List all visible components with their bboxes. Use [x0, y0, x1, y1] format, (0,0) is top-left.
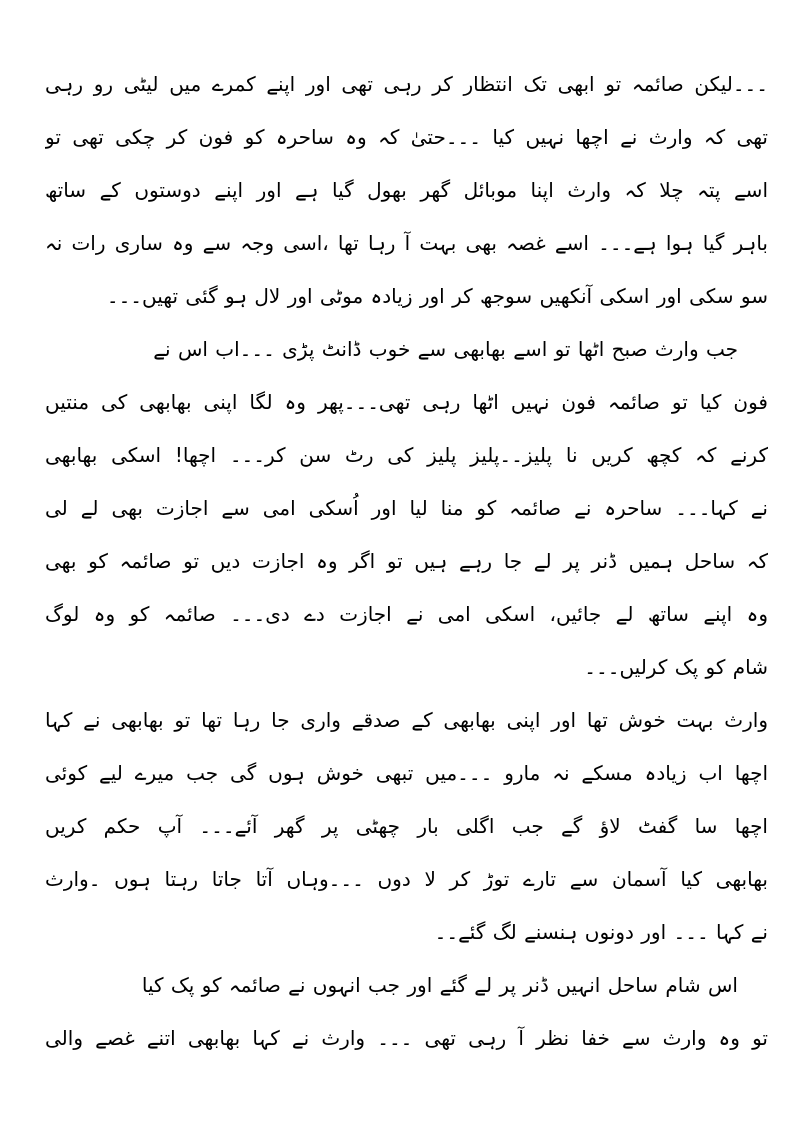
text-line-3: اسے پتہ چلا کہ وارث اپنا موبائل گھر بھول گیا ہے اور اپنے دوستوں کے ساتھ — [45, 178, 768, 202]
text-line-8: کرنے کہ کچھ کریں نا پلیز۔۔پلیز پلیز کی رٹ سن کر۔۔۔ اچھا! اسکی بھابھی — [45, 443, 768, 467]
text-line-12: شام کو پک کرلیں۔۔۔ — [584, 655, 768, 679]
text-line-17: نے کہا ۔۔۔ اور دونوں ہنسنے لگ گئے۔۔ — [434, 920, 768, 944]
text-line-7: فون کیا تو صائمہ فون نہیں اٹھا رہی تھی۔۔۔پھر وہ لگا اپنی بھابھی کی منتیں — [45, 390, 768, 414]
text-line-19: تو وہ وارث سے خفا نظر آ رہی تھی ۔۔۔ وارث نے کہا بھابھی اتنے غصے والی — [45, 1026, 768, 1050]
text-line-4: باہر گیا ہوا ہے۔۔۔ اسے غصہ بھی بہت آ رہا تھا ،اسی وجہ سے وہ ساری رات نہ — [45, 231, 768, 255]
text-line-2: تھی کہ وارث نے اچھا نہیں کیا ۔۔۔حتیٰ کہ وہ ساحرہ کو فون کر چکی تھی تو — [45, 125, 768, 149]
text-line-6: جب وارث صبح اٹھا تو اسے بھابھی سے خوب ڈانٹ پڑی ۔۔۔اب اس نے — [153, 337, 738, 361]
text-line-18: اس شام ساحل انہیں ڈنر پر لے گئے اور جب انہوں نے صائمہ کو پک کیا — [141, 973, 738, 997]
text-line-15: اچھا سا گفٹ لاؤ گے جب اگلی بار چھٹی پر گھر آئے۔۔۔ آپ حکم کریں — [45, 814, 768, 838]
text-line-10: کہ ساحل ہمیں ڈنر پر لے جا رہے ہیں تو اگر وہ اجازت دیں تو صائمہ کو بھی — [45, 549, 768, 573]
text-line-1: ۔۔۔لیکن صائمہ تو ابھی تک انتظار کر رہی تھی اور اپنے کمرے میں لیٹی رو رہی — [45, 72, 768, 96]
text-line-16: بھابھی کیا آسمان سے تارے توڑ کر لا دوں ۔۔۔وہاں آتا جاتا رہتا ہوں ۔وارث — [45, 867, 768, 891]
text-line-5: سو سکی اور اسکی آنکھیں سوجھ کر اور زیادہ موٹی اور لال ہو گئی تھیں۔۔۔ — [106, 284, 768, 308]
text-line-13: وارث بہت خوش تھا اور اپنی بھابھی کے صدقے واری جا رہا تھا تو بھابھی نے کہا — [45, 708, 768, 732]
text-line-9: نے کہا۔۔۔ ساحرہ نے صائمہ کو منا لیا اور اُسکی امی سے اجازت بھی لے لی — [45, 496, 768, 520]
text-line-11: وہ اپنے ساتھ لے جائیں، اسکی امی نے اجازت دے دی۔۔۔ صائمہ کو وہ لوگ — [45, 602, 768, 626]
story-text-block — [45, 58, 768, 1065]
text-line-14: اچھا اب زیادہ مسکے نہ مارو ۔۔۔میں تبھی خوش ہوں گی جب میرے لیے کوئی — [45, 761, 768, 785]
